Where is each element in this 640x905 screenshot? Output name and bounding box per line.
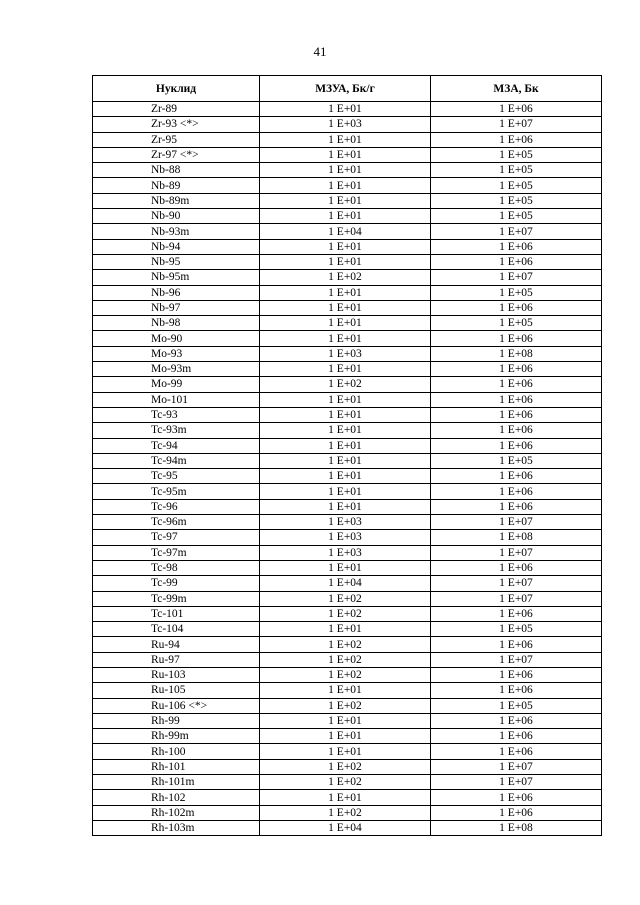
- table-row: [93, 652, 602, 667]
- cell-specific-activity: 1 E+01: [260, 560, 431, 575]
- cell-specific-activity: 1 E+01: [260, 209, 431, 224]
- cell-specific-activity: 1 E+01: [260, 239, 431, 254]
- cell-nuclide: Tc-94: [93, 438, 260, 453]
- table-row: [93, 591, 602, 606]
- cell-specific-activity: 1 E+03: [260, 117, 431, 132]
- cell-activity: 1 E+05: [431, 285, 602, 300]
- table-row: [93, 530, 602, 545]
- cell-nuclide: Mo-90: [93, 331, 260, 346]
- table-row: [93, 407, 602, 422]
- table-row: [93, 392, 602, 407]
- table-row: [93, 698, 602, 713]
- cell-activity: 1 E+06: [431, 392, 602, 407]
- table-row: [93, 209, 602, 224]
- table-row: [93, 729, 602, 744]
- cell-activity: 1 E+05: [431, 209, 602, 224]
- cell-specific-activity: 1 E+01: [260, 499, 431, 514]
- cell-specific-activity: 1 E+01: [260, 729, 431, 744]
- cell-nuclide: Nb-98: [93, 316, 260, 331]
- cell-activity: 1 E+06: [431, 667, 602, 682]
- cell-nuclide: Zr-95: [93, 132, 260, 147]
- cell-nuclide: Tc-96: [93, 499, 260, 514]
- cell-activity: 1 E+06: [431, 469, 602, 484]
- cell-nuclide: Tc-104: [93, 622, 260, 637]
- cell-specific-activity: 1 E+01: [260, 392, 431, 407]
- cell-nuclide: Nb-96: [93, 285, 260, 300]
- cell-activity: 1 E+06: [431, 362, 602, 377]
- cell-specific-activity: 1 E+01: [260, 178, 431, 193]
- table-row: [93, 683, 602, 698]
- cell-nuclide: Tc-94m: [93, 453, 260, 468]
- cell-activity: 1 E+06: [431, 606, 602, 621]
- table-row: [93, 484, 602, 499]
- cell-specific-activity: 1 E+01: [260, 683, 431, 698]
- cell-nuclide: Nb-93m: [93, 224, 260, 239]
- table-row: [93, 622, 602, 637]
- cell-activity: 1 E+05: [431, 316, 602, 331]
- cell-activity: 1 E+06: [431, 132, 602, 147]
- cell-specific-activity: 1 E+01: [260, 713, 431, 728]
- table-row: [93, 423, 602, 438]
- cell-activity: 1 E+08: [431, 346, 602, 361]
- cell-nuclide: Zr-97 <*>: [93, 147, 260, 162]
- cell-specific-activity: 1 E+02: [260, 759, 431, 774]
- cell-activity: 1 E+06: [431, 790, 602, 805]
- cell-nuclide: Rh-99m: [93, 729, 260, 744]
- cell-activity: 1 E+05: [431, 193, 602, 208]
- cell-nuclide: Zr-93 <*>: [93, 117, 260, 132]
- cell-activity: 1 E+06: [431, 713, 602, 728]
- cell-specific-activity: 1 E+04: [260, 576, 431, 591]
- cell-specific-activity: 1 E+02: [260, 270, 431, 285]
- cell-specific-activity: 1 E+03: [260, 346, 431, 361]
- cell-nuclide: Tc-95: [93, 469, 260, 484]
- cell-specific-activity: 1 E+01: [260, 193, 431, 208]
- cell-nuclide: Tc-98: [93, 560, 260, 575]
- cell-specific-activity: 1 E+01: [260, 132, 431, 147]
- cell-activity: 1 E+07: [431, 224, 602, 239]
- cell-activity: 1 E+06: [431, 560, 602, 575]
- table-row: [93, 744, 602, 759]
- cell-activity: 1 E+08: [431, 820, 602, 835]
- cell-nuclide: Mo-99: [93, 377, 260, 392]
- cell-activity: 1 E+06: [431, 423, 602, 438]
- cell-specific-activity: 1 E+03: [260, 515, 431, 530]
- cell-activity: 1 E+06: [431, 744, 602, 759]
- cell-activity: 1 E+07: [431, 759, 602, 774]
- cell-nuclide: Nb-95m: [93, 270, 260, 285]
- cell-nuclide: Rh-102: [93, 790, 260, 805]
- cell-specific-activity: 1 E+01: [260, 331, 431, 346]
- cell-nuclide: Tc-99m: [93, 591, 260, 606]
- cell-specific-activity: 1 E+01: [260, 484, 431, 499]
- cell-specific-activity: 1 E+04: [260, 820, 431, 835]
- cell-specific-activity: 1 E+01: [260, 423, 431, 438]
- cell-activity: 1 E+07: [431, 117, 602, 132]
- cell-nuclide: Rh-99: [93, 713, 260, 728]
- cell-activity: 1 E+06: [431, 239, 602, 254]
- table-row: [93, 499, 602, 514]
- header-specific-activity: МЗУА, Бк/г: [260, 76, 431, 102]
- table-body: [93, 102, 602, 836]
- cell-nuclide: Rh-101: [93, 759, 260, 774]
- cell-specific-activity: 1 E+02: [260, 606, 431, 621]
- cell-specific-activity: 1 E+01: [260, 285, 431, 300]
- cell-activity: 1 E+06: [431, 805, 602, 820]
- cell-activity: 1 E+07: [431, 545, 602, 560]
- table-row: [93, 805, 602, 820]
- cell-nuclide: Rh-103m: [93, 820, 260, 835]
- cell-activity: 1 E+06: [431, 102, 602, 117]
- cell-specific-activity: 1 E+02: [260, 591, 431, 606]
- cell-nuclide: Mo-93m: [93, 362, 260, 377]
- cell-specific-activity: 1 E+01: [260, 790, 431, 805]
- cell-nuclide: Tc-101: [93, 606, 260, 621]
- table-row: [93, 713, 602, 728]
- cell-nuclide: Nb-89m: [93, 193, 260, 208]
- cell-specific-activity: 1 E+02: [260, 805, 431, 820]
- cell-nuclide: Tc-97m: [93, 545, 260, 560]
- table-row: [93, 606, 602, 621]
- cell-nuclide: Mo-93: [93, 346, 260, 361]
- cell-specific-activity: 1 E+01: [260, 438, 431, 453]
- table-row: [93, 637, 602, 652]
- cell-activity: 1 E+07: [431, 775, 602, 790]
- cell-specific-activity: 1 E+01: [260, 147, 431, 162]
- cell-specific-activity: 1 E+02: [260, 637, 431, 652]
- table-row: [93, 453, 602, 468]
- cell-activity: 1 E+07: [431, 652, 602, 667]
- cell-specific-activity: 1 E+01: [260, 407, 431, 422]
- table-row: [93, 147, 602, 162]
- cell-activity: 1 E+07: [431, 591, 602, 606]
- table-row: [93, 377, 602, 392]
- cell-specific-activity: 1 E+01: [260, 469, 431, 484]
- cell-nuclide: Nb-94: [93, 239, 260, 254]
- cell-nuclide: Ru-97: [93, 652, 260, 667]
- cell-specific-activity: 1 E+01: [260, 254, 431, 269]
- page-number: 41: [313, 44, 327, 59]
- table-row: [93, 576, 602, 591]
- cell-nuclide: Nb-88: [93, 163, 260, 178]
- cell-activity: 1 E+07: [431, 270, 602, 285]
- cell-nuclide: Nb-97: [93, 300, 260, 315]
- table-row: [93, 254, 602, 269]
- cell-activity: 1 E+07: [431, 576, 602, 591]
- cell-activity: 1 E+05: [431, 622, 602, 637]
- cell-specific-activity: 1 E+03: [260, 545, 431, 560]
- cell-specific-activity: 1 E+01: [260, 163, 431, 178]
- table-row: [93, 667, 602, 682]
- table-row: [93, 775, 602, 790]
- cell-specific-activity: 1 E+01: [260, 622, 431, 637]
- table-row: [93, 102, 602, 117]
- header-activity: МЗА, Бк: [431, 76, 602, 102]
- cell-nuclide: Tc-93m: [93, 423, 260, 438]
- table-row: [93, 117, 602, 132]
- table-row: [93, 270, 602, 285]
- cell-specific-activity: 1 E+01: [260, 316, 431, 331]
- cell-activity: 1 E+05: [431, 453, 602, 468]
- cell-activity: 1 E+06: [431, 438, 602, 453]
- cell-nuclide: Ru-106 <*>: [93, 698, 260, 713]
- cell-nuclide: Tc-95m: [93, 484, 260, 499]
- cell-nuclide: Ru-103: [93, 667, 260, 682]
- table-row: [93, 362, 602, 377]
- cell-activity: 1 E+06: [431, 484, 602, 499]
- cell-nuclide: Nb-95: [93, 254, 260, 269]
- cell-specific-activity: 1 E+04: [260, 224, 431, 239]
- table-row: [93, 178, 602, 193]
- cell-nuclide: Rh-102m: [93, 805, 260, 820]
- cell-activity: 1 E+06: [431, 683, 602, 698]
- cell-activity: 1 E+06: [431, 637, 602, 652]
- cell-nuclide: Tc-93: [93, 407, 260, 422]
- table-row: [93, 316, 602, 331]
- cell-nuclide: Nb-89: [93, 178, 260, 193]
- table-row: [93, 300, 602, 315]
- cell-activity: 1 E+06: [431, 377, 602, 392]
- table-row: [93, 239, 602, 254]
- cell-specific-activity: 1 E+01: [260, 300, 431, 315]
- cell-specific-activity: 1 E+01: [260, 744, 431, 759]
- cell-specific-activity: 1 E+01: [260, 362, 431, 377]
- cell-specific-activity: 1 E+01: [260, 453, 431, 468]
- cell-activity: 1 E+05: [431, 147, 602, 162]
- table-header-row: [93, 76, 602, 102]
- cell-nuclide: Mo-101: [93, 392, 260, 407]
- cell-activity: 1 E+05: [431, 178, 602, 193]
- table-row: [93, 545, 602, 560]
- cell-activity: 1 E+05: [431, 698, 602, 713]
- cell-specific-activity: 1 E+02: [260, 377, 431, 392]
- table-row: [93, 285, 602, 300]
- cell-nuclide: Rh-101m: [93, 775, 260, 790]
- table-row: [93, 224, 602, 239]
- cell-activity: 1 E+06: [431, 300, 602, 315]
- cell-activity: 1 E+06: [431, 254, 602, 269]
- cell-nuclide: Nb-90: [93, 209, 260, 224]
- table-row: [93, 759, 602, 774]
- table-row: [93, 560, 602, 575]
- cell-nuclide: Tc-97: [93, 530, 260, 545]
- table-row: [93, 132, 602, 147]
- cell-specific-activity: 1 E+02: [260, 775, 431, 790]
- cell-nuclide: Ru-94: [93, 637, 260, 652]
- cell-activity: 1 E+05: [431, 163, 602, 178]
- table-row: [93, 438, 602, 453]
- table-row: [93, 790, 602, 805]
- cell-specific-activity: 1 E+02: [260, 698, 431, 713]
- header-nuclide: Нуклид: [93, 76, 260, 102]
- table-row: [93, 346, 602, 361]
- cell-activity: 1 E+06: [431, 499, 602, 514]
- cell-nuclide: Zr-89: [93, 102, 260, 117]
- cell-specific-activity: 1 E+02: [260, 667, 431, 682]
- cell-nuclide: Rh-100: [93, 744, 260, 759]
- cell-specific-activity: 1 E+03: [260, 530, 431, 545]
- nuclide-table: [92, 75, 602, 836]
- table-row: [93, 163, 602, 178]
- cell-activity: 1 E+06: [431, 331, 602, 346]
- cell-specific-activity: 1 E+02: [260, 652, 431, 667]
- cell-specific-activity: 1 E+01: [260, 102, 431, 117]
- cell-activity: 1 E+06: [431, 729, 602, 744]
- cell-nuclide: Ru-105: [93, 683, 260, 698]
- cell-activity: 1 E+08: [431, 530, 602, 545]
- table-row: [93, 193, 602, 208]
- cell-nuclide: Tc-96m: [93, 515, 260, 530]
- cell-activity: 1 E+07: [431, 515, 602, 530]
- table-row: [93, 820, 602, 835]
- table-row: [93, 515, 602, 530]
- cell-activity: 1 E+06: [431, 407, 602, 422]
- table-row: [93, 331, 602, 346]
- table-row: [93, 469, 602, 484]
- cell-nuclide: Tc-99: [93, 576, 260, 591]
